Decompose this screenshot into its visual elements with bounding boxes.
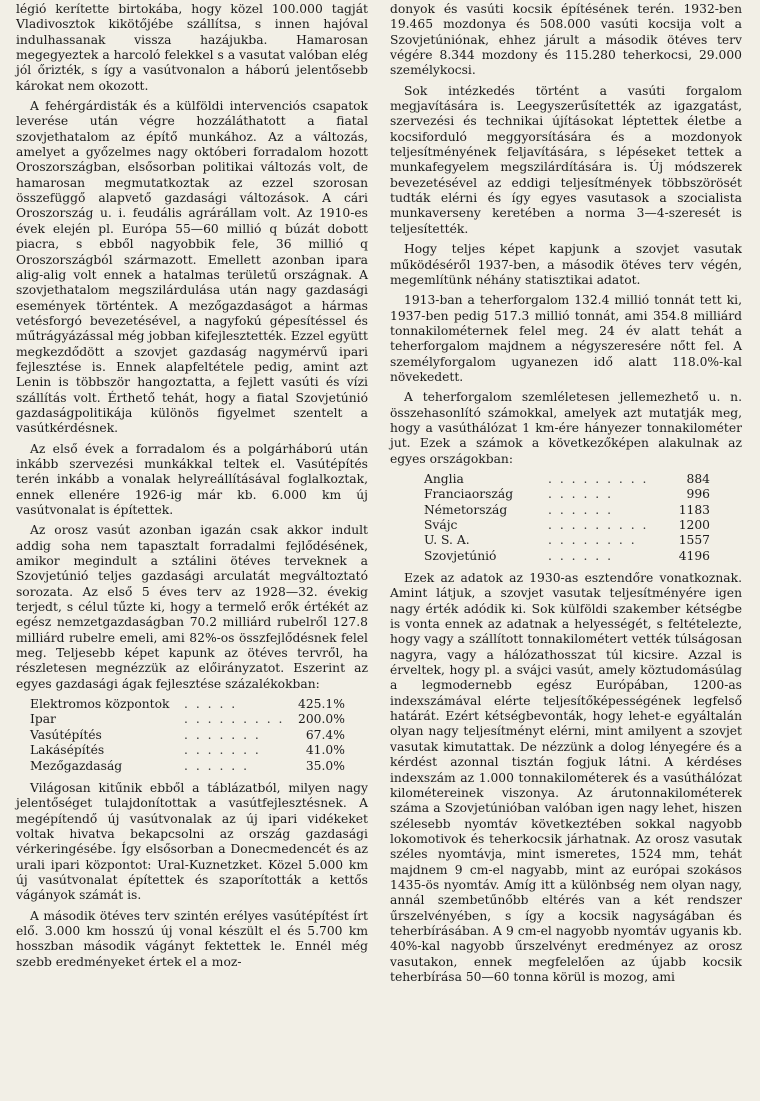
table-row — [424, 549, 710, 564]
country-index-table — [424, 472, 710, 564]
sector-growth-table — [30, 697, 345, 774]
table-value: 35.0% — [305, 758, 345, 773]
table-row — [30, 743, 345, 758]
leader-dots: . . . . . . — [548, 502, 613, 517]
paragraph: Sok intézkedés történt a vasúti forgalom megjavítására is. Leegyszerűsítették az igazgatást, szervezési és technikai újításokat léptettek életbe a kocsiforduló meggyorsítására és a mozdonyok teljesítményének feljavítására, s lépéseket tettek a munkafegyelem megszilárdítására is. Új módszerek bevezetésével az eddigi teljesítmények többszörösét tudták elérni és így egyes vasutasok a szocialista munkaverseny keretében a norma 3—4-szeresét is teljesítették. — [390, 83, 742, 236]
paragraph: légió kerítette birtokába, hogy közel 100.000 tagját Vladivosztok kikötőjébe szállítsa, s innen hajóval indulhassanak vissza hazájukba. Hamarosan megegyeztek a harcoló felekkel s a vasutat valóban elég jól őrizték, s így a vasútvonalon a háború jelentősebb károkat nem okozott. — [16, 2, 368, 93]
right-column — [390, 2, 742, 990]
table-label: Elektromos központok — [30, 697, 170, 712]
table-value: 1183 — [678, 502, 710, 517]
table-value: 4196 — [678, 548, 710, 563]
paragraph: A teherforgalom szemléletesen jellemezhető u. n. összehasonlító számokkal, amelyek azt mutatják meg, hogy a vasúthálózat 1 km-ére hányezer tonnakilométer jut. Ezek a számok a következőképen alakulnak az egyes országokban: — [390, 390, 742, 466]
table-row — [30, 697, 345, 712]
leader-dots: . . . . . . — [548, 487, 613, 502]
paragraph: Az orosz vasút azonban igazán csak akkor indult addig soha nem tapasztalt forradalmi fejlődésének, amikor megindult a sztálini ötéves terveknek a Szovjetúnió teljes gazdasági arculatát megváltoztató sorozata. Az első 5 éves terv az 1928—32. évekig terjedt, s célul tűzte ki, hogy a termelő erők értékét az egész nemzetgazdaságban 70.2 milliárd rubelről 127.8 milliárd rubelre emeli, ami 82%-os összfejlődésnek felel meg. Teljesebb képet kapunk az ötéves tervről, ha részletesen megnézzük az előirányzatot. Eszerint az egyes gazdasági ágak fejlesztése százalékokban: — [16, 523, 368, 691]
leader-dots: . . . . . . . — [184, 727, 261, 742]
paragraph: Világosan kitűnik ebből a táblázatból, milyen nagy jelentőséget tulajdonítottak a vasútfejlesztésnek. A megépítendő új vasútvonalak az új ipari vidékeket voltak hivatva bekapcsolni az ország gazdasági vérkeringésébe. Így elsősorban a Donecmedencét és az urali ipari központot: Ural-Kuznetzket. Közel 5.000 km új vasútvonalat építettek és szaporították a kettős vágányok számát is. — [16, 780, 368, 903]
table-label: Svájc — [424, 518, 458, 532]
paragraph: Ezek az adatok az 1930-as esztendőre vonatkoznak. Amint látjuk, a szovjet vasutak teljesítményére igen nagy érték adódik ki. Sok külföldi szakember kétségbe is vonta ennek az adatnak a helyességét, s feltételezte, hogy vagy a szállított tonnakilométert vették túlságosan nagyra, vagy a hálózathosszat túl kicsire. Azzal is érveltek, hogy pl. a svájci vasút, amely köztudomásúlag a legmodernebb egész Európában, 1200-as indexszámával elérte teljesítőképességének legfelső határát. Ezért kétségbevonták, hogy lehet-e egyáltalán olyan nagy teljesítményt elérni, mint amilyent a szovjet vasutak kimutattak. De nézzünk a dolog lényegére és a kérdést azonnal tisztán fogjuk látni. A kérdéses indexszám az 1.000 tonnakilométerek és a vasúthálózat kilométereinek viszonya. Az árutonnakilométerek száma a Szovjetúnióban valóban igen nagy lehet, hiszen szélesebb nyomtáv következtében sokkal nagyobb lokomotivok és teherkocsik járhatnak. Az orosz vasutak széles nyomtávja, mint ismeretes, 1524 mm, tehát majdnem 9 cm-el nagyabb, mint az európai szokásos 1435-ös nyomtáv. Amíg itt a különbség nem olyan nagy, annál szembetűnőbb eltérés van a két rendszer űrszelvényében, s így a kocsik nagyságában és teherbírásában. A 9 cm-el nagyobb nyomtáv ugyanis kb. 40%-kal nagyobb űrszelvényt eredményez az orosz vasutakon, ennek megfelelően az újabb kocsik teherbírása 50—60 tonna körül is mozog, ami — [390, 571, 742, 984]
table-label: U. S. A. — [424, 533, 470, 548]
table-value: 1557 — [678, 533, 710, 548]
table-label: Szovjetúnió — [424, 548, 497, 563]
table-value: 41.0% — [305, 743, 345, 758]
leader-dots: . . . . . . . . . — [548, 518, 649, 532]
table-label: Németország — [424, 502, 508, 517]
leader-dots: . . . . . . . . — [548, 533, 637, 548]
leader-dots: . . . . . . . . . — [184, 712, 285, 727]
table-row — [30, 759, 345, 774]
table-row — [424, 518, 710, 533]
paragraph: Hogy teljes képet kapjunk a szovjet vasutak működéséről 1937-ben, a második ötéves terv végén, megemlítünk néhány statisztikai adatot. — [390, 242, 742, 287]
table-row — [424, 503, 710, 518]
table-row — [424, 472, 710, 487]
table-label: Franciaország — [424, 487, 514, 502]
table-value: 67.4% — [305, 727, 345, 742]
table-row — [30, 728, 345, 743]
leader-dots: . . . . . . — [184, 758, 249, 773]
table-value: 884 — [686, 471, 710, 486]
leader-dots: . . . . . . — [548, 548, 613, 563]
table-row — [424, 487, 710, 502]
paragraph: donyok és vasúti kocsik építésének terén. 1932-ben 19.465 mozdonya és 508.000 vasúti kocsija volt a Szovjetúniónak, ehhez járult a második ötéves terv végére 8.344 mozdony és 115.280 teherkocsi, 29.000 személykocsi. — [390, 2, 742, 78]
paragraph: 1913-ban a teherforgalom 132.4 millió tonnát tett ki, 1937-ben pedig 517.3 millió tonnát, ami 354.8 milliárd tonnakilométernek felel meg. 24 év alatt tehát a teherforgalom majdnem a négyszeresére nőtt fel. A személyforgalom ugyanezen idő alatt 118.0%-kal növekedett. — [390, 293, 742, 384]
table-label: Anglia — [424, 471, 464, 486]
table-value: 1200 — [678, 518, 710, 532]
table-value: 200.0% — [298, 712, 345, 727]
leader-dots: . . . . . — [184, 697, 238, 712]
paragraph: A fehérgárdisták és a külföldi intervenciós csapatok leverése után végre hozzáláthatott a fiatal szovjethatalom az építő munkához. Az a változás, amelyet a győzelmes nagy októberi forradalom hozott Oroszországban, elsősorban politikai változás volt, de hamarosan megmutatkoztak az ezzel szorosan összefüggő alapvető gazdasági változások. A cári Oroszország u. i. feudális agrárállam volt. Az 1910-es évek elején pl. Európa 55—60 millió q búzát dobott piacra, s ebből nagyobbik fele, 36 millió q Oroszországból származott. Emellett azonban ipara alig-alig volt ennek a hatalmas területű országnak. A szovjethatalom megszilárdulása után nagy gazdasági események történtek. A mezőgazdaságot a hármas vetésforgó bevezetésével, a nagyfokú gépesítéssel és műtrágyázással még jobban kifejlesztették. Ezzel együtt megkezdődött a szovjet gazdaság nagymérvű ipari fejlesztése is. Ennek alapfeltétele pedig, amint azt Lenin is többször hangoztatta, a fejlett vasúti és vízi szállítás volt. Érthető tehát, hogy a fiatal Szovjetúnió gazdaságpolitikája különös figyelmet szentelt a vasútkérdésnek. — [16, 99, 368, 436]
table-label: Mezőgazdaság — [30, 758, 123, 773]
table-value: 996 — [686, 487, 710, 502]
table-row — [30, 712, 345, 727]
paragraph: Az első évek a forradalom és a polgárháború után inkább szervezési munkákkal teltek el. Vasútépítés terén inkább a vonalak helyreállításával foglalkoztak, ennek ellenére 1926-ig már kb. 6.000 km új vasútvonalat is építettek. — [16, 441, 368, 517]
leader-dots: . . . . . . . . . — [548, 471, 649, 486]
table-value: 425.1% — [298, 697, 345, 712]
paragraph: A második ötéves terv szintén erélyes vasútépítést írt elő. 3.000 km hosszú új vonal készült el és 5.700 km hosszban második vágányt fektettek le. Ennél még szebb eredményeket értek el a moz- — [16, 908, 368, 969]
leader-dots: . . . . . . . — [184, 743, 261, 758]
left-column — [16, 2, 368, 975]
table-label: Lakásépítés — [30, 743, 105, 758]
table-row — [424, 533, 710, 548]
table-label: Ipar — [30, 712, 56, 727]
table-label: Vasútépítés — [30, 727, 102, 742]
